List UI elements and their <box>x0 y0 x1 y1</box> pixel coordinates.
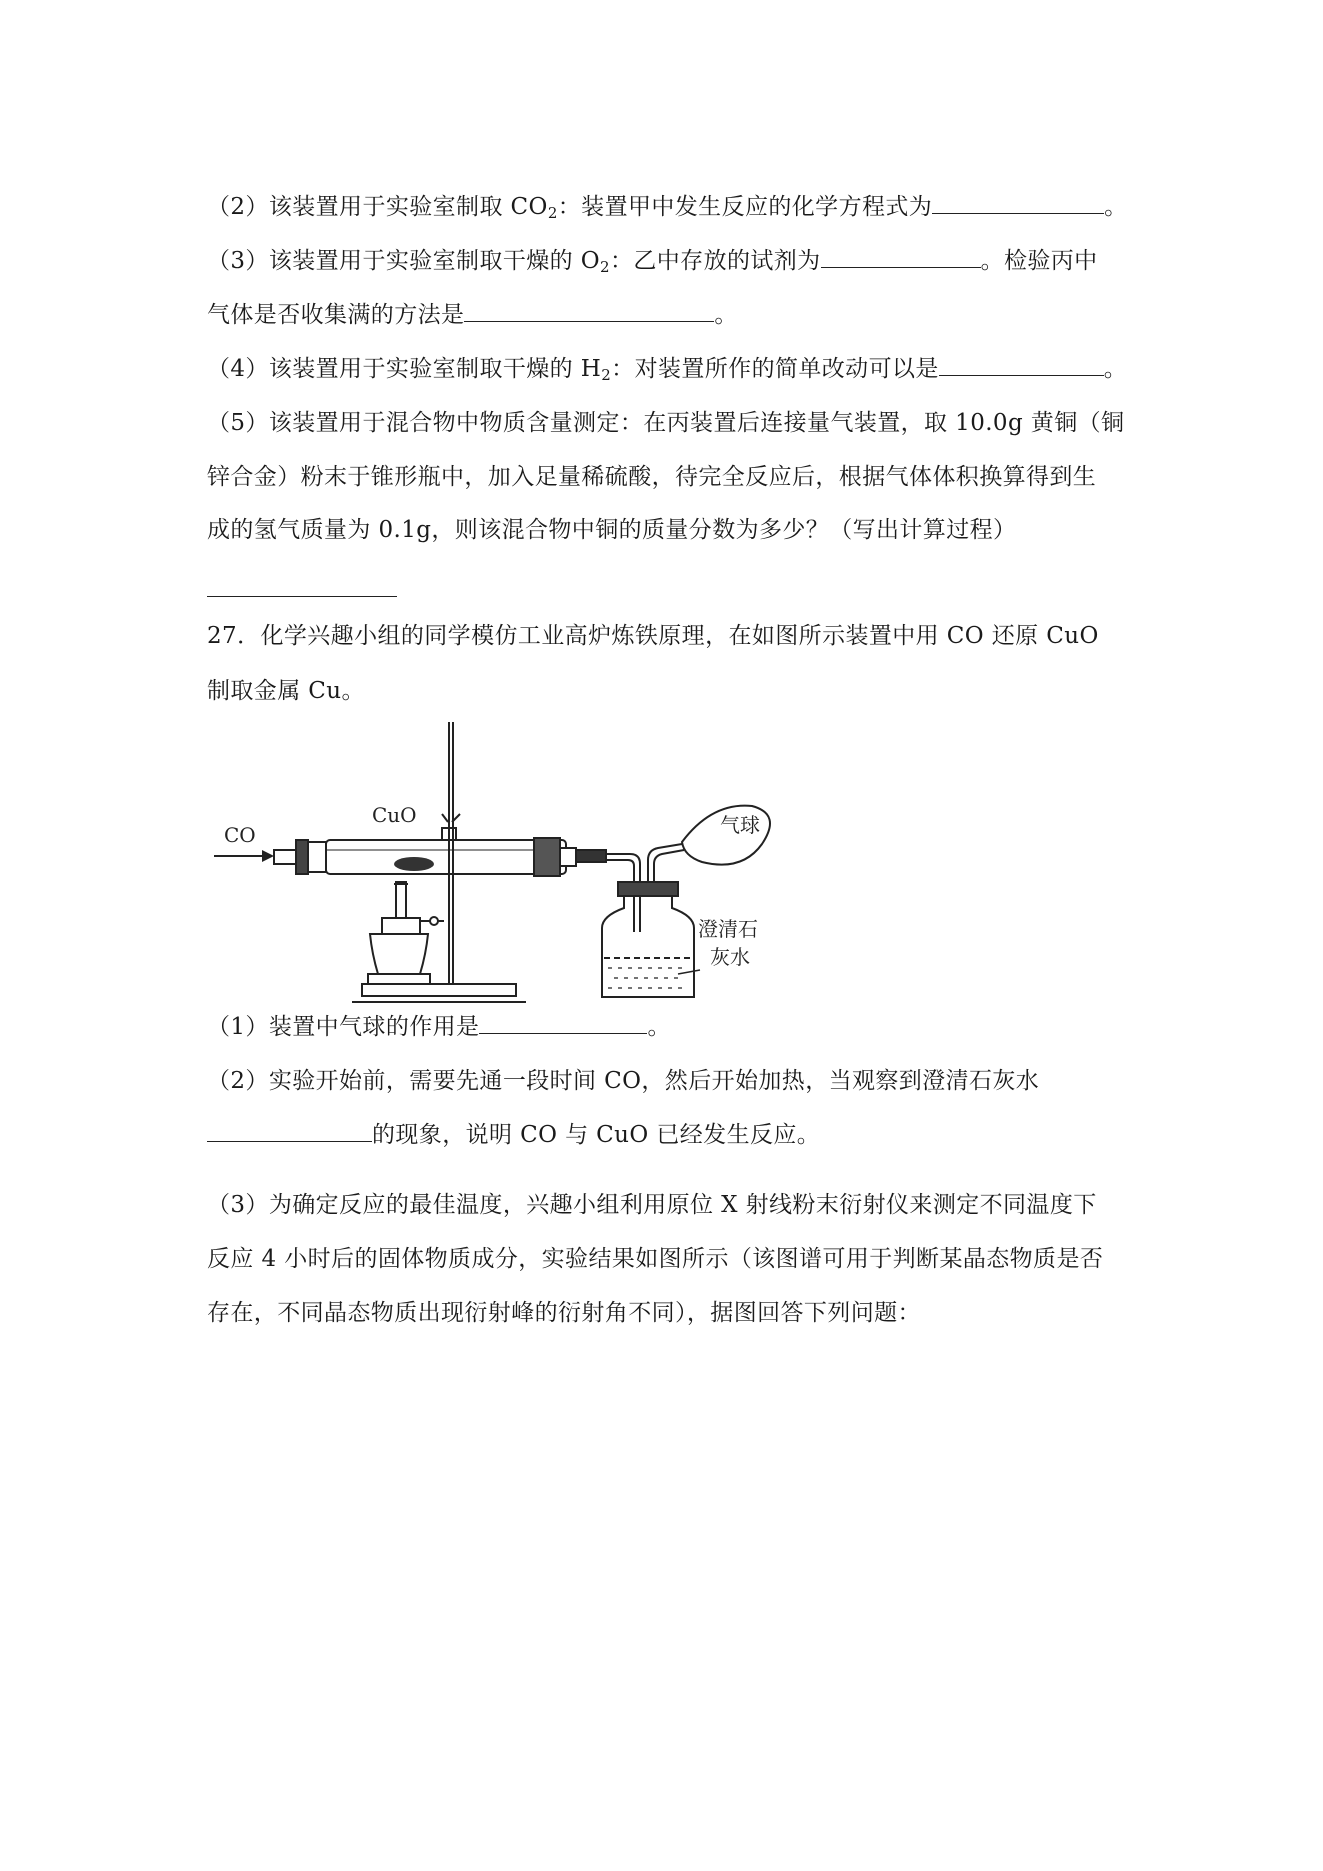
q27-part3-line3: 存在，不同晶态物质出现衍射峰的衍射角不同），据图回答下列问题： <box>207 1300 921 1326</box>
q27-intro-line2: 制取金属 Cu。 <box>207 678 365 704</box>
answer-blank[interactable] <box>479 1015 647 1034</box>
q26-part5-line3: 成的氢气质量为 0.1g，则该混合物中铜的质量分数为多少？（写出计算过程） <box>207 517 1017 543</box>
q26-part5-line1: （5）该装置用于混合物中物质含量测定：在丙装置后连接量气装置，取 10.0g 黄铜（铜 <box>207 410 1125 436</box>
q26-part3-line2: 气体是否收集满的方法是 。 <box>207 302 738 328</box>
answer-blank[interactable] <box>821 249 981 268</box>
q27-part3-line2: 反应 4 小时后的固体物质成分，实验结果如图所示（该图谱可用于判断某晶态物质是否 <box>207 1246 1104 1272</box>
q26-part3-line1: （3）该装置用于实验室制取干燥的 $O_2$：乙中存放的试剂为 。检验丙中 <box>207 248 1098 276</box>
q27-part2-line1: （2）实验开始前，需要先通一段时间 CO，然后开始加热，当观察到澄清石灰水 <box>207 1068 1040 1094</box>
answer-blank[interactable] <box>207 1123 372 1142</box>
answer-blank[interactable] <box>939 357 1104 376</box>
answer-blank[interactable] <box>932 195 1104 214</box>
q26-part5-line2: 锌合金）粉末于锥形瓶中，加入足量稀硫酸，待完全反应后，根据气体体积换算得到生 <box>207 464 1097 490</box>
cuo-label: CuO <box>372 803 417 827</box>
q27-part1: （1）装置中气球的作用是 。 <box>207 1014 671 1040</box>
balloon-label: 气球 <box>720 813 760 837</box>
q27-part3-line1: （3）为确定反应的最佳温度，兴趣小组利用原位 X 射线粉末衍射仪来测定不同温度下 <box>207 1192 1097 1218</box>
answer-blank[interactable] <box>207 578 397 597</box>
co-inlet-label: CO <box>224 823 256 847</box>
answer-blank[interactable] <box>464 303 714 322</box>
limewater-label-line2: 灰水 <box>710 945 750 969</box>
limewater-label-line1: 澄清石 <box>698 917 758 941</box>
q26-part4: （4）该装置用于实验室制取干燥的 $H_2$：对装置所作的简单改动可以是 。 <box>207 356 1128 384</box>
co-reduction-apparatus-figure <box>212 722 792 1007</box>
q27-part2-line2: 的现象，说明 CO 与 CuO 已经发生反应。 <box>207 1120 820 1150</box>
q27-intro-line1: 27．化学兴趣小组的同学模仿工业高炉炼铁原理，在如图所示装置中用 CO 还原 CuO <box>207 623 1099 649</box>
q26-part2: （2）该装置用于实验室制取 $CO_2$：装置甲中发生反应的化学方程式为 。 <box>207 194 1128 222</box>
q26-part5-answer-line[interactable] <box>207 575 397 605</box>
